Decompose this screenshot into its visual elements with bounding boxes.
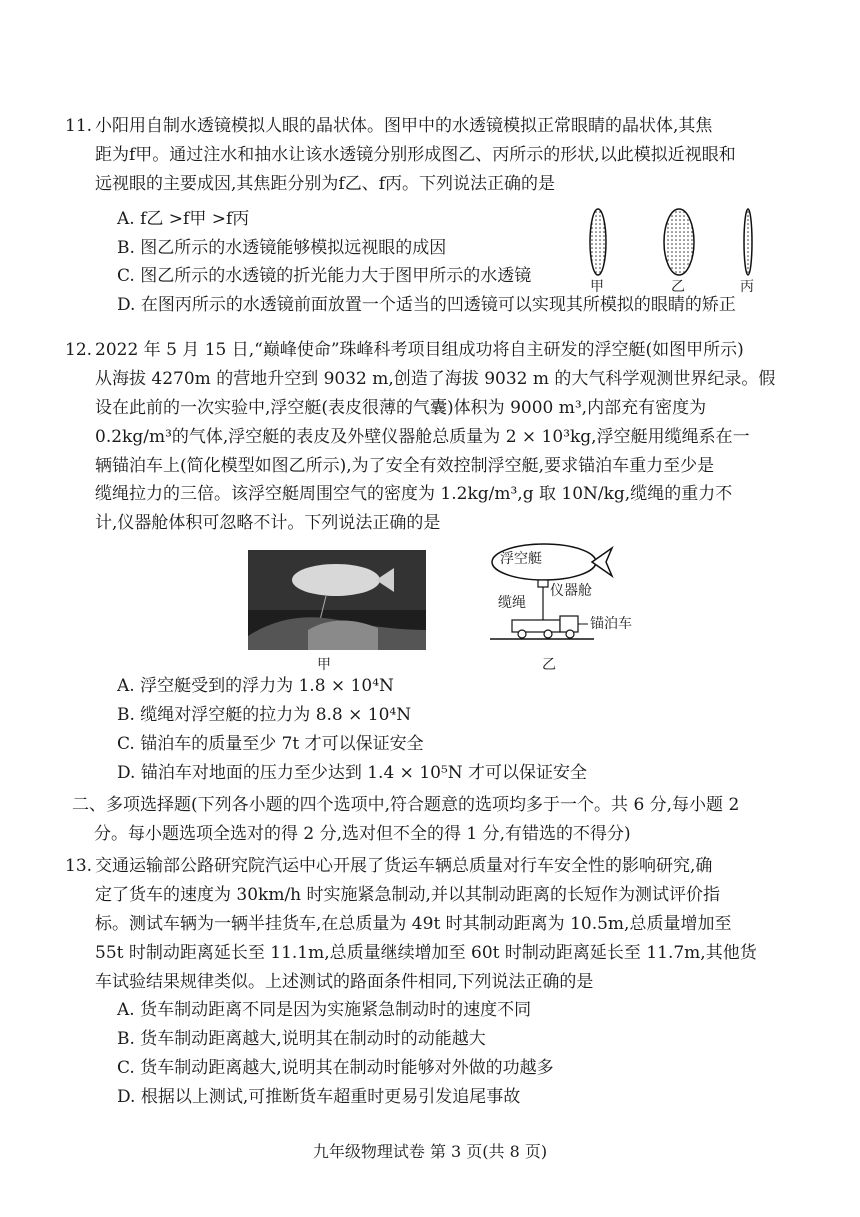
diagram-label-pod: 仪器舱	[550, 583, 592, 599]
question-number: 12.	[65, 340, 93, 360]
question-text-line: 2022 年 5 月 15 日,“巅峰使命”珠峰科考项目组成功将自主研发的浮空艇(如图甲所示)	[95, 340, 744, 360]
airship-diagram	[484, 540, 644, 650]
page-footer: 九年级物理试卷 第 3 页(共 8 页)	[312, 1142, 548, 1161]
option-d: D. 在图丙所示的水透镜前面放置一个适当的凹透镜可以实现其所模拟的眼睛的矫正	[117, 295, 736, 316]
question-text-line: 设在此前的一次实验中,浮空艇(表皮很薄的气囊)体积为 9000 m³,内部充有密度为	[95, 397, 707, 418]
lens-jia	[590, 209, 606, 275]
question-12-options	[95, 672, 785, 788]
question-text-line: 从海拔 4270m 的营地升空到 9032 m,创造了海拔 9032 m 的大气科学观测世界纪录。假	[95, 368, 776, 389]
lens-figure	[582, 206, 772, 296]
question-text-line: 距为f甲。通过注水和抽水让该水透镜分别形成图乙、丙所示的形状,以此模拟近视眼和	[95, 144, 736, 165]
question-13	[65, 852, 785, 1112]
question-text-line: 缆绳拉力的三倍。该浮空艇周围空气的密度为 1.2kg/m³,g 取 10N/kg,缆绳的重力不	[95, 484, 733, 505]
question-text-line: 55t 时制动距离延长至 11.1m,总质量继续增加至 60t 时制动距离延长至 11.7m,其他货	[95, 942, 757, 963]
diagram-label-airship: 浮空艇	[500, 551, 542, 567]
photo-caption: 甲	[317, 657, 331, 673]
diagram-caption: 乙	[542, 657, 556, 673]
lens-bing	[744, 209, 752, 275]
question-text-line: 远视眼的主要成因,其焦距分别为f乙、f丙。下列说法正确的是	[95, 173, 555, 194]
section-text-line: 分。每小题选项全选对的得 2 分,选对但不全的得 1 分,有错选的不得分)	[94, 823, 631, 844]
option-a: A. f乙 >f甲 >f丙	[117, 208, 250, 229]
question-text-line: 车试验结果规律类似。上述测试的路面条件相同,下列说法正确的是	[95, 971, 594, 992]
diagram-label-truck: 锚泊车	[590, 616, 632, 632]
question-text-line: 0.2kg/m³的气体,浮空艇的表皮及外壁仪器舱总质量为 2 × 10³kg,浮空艇用缆绳系在一	[95, 426, 750, 447]
question-text-line: 交通运输部公路研究院汽运中心开展了货运车辆总质量对行车安全性的影响研究,确	[95, 856, 713, 876]
option-c: C. 图乙所示的水透镜的折光能力大于图甲所示的水透镜	[117, 266, 532, 287]
option-b: B. 图乙所示的水透镜能够模拟远视眼的成因	[117, 237, 447, 258]
option-c: C. 锚泊车的质量至少 7t 才可以保证安全	[117, 733, 424, 754]
question-text-line: 计,仪器舱体积可忽略不计。下列说法正确的是	[95, 513, 441, 534]
option-d: D. 根据以上测试,可推断货车超重时更易引发追尾事故	[117, 1087, 521, 1108]
question-text-line: 标。测试车辆为一辆半挂货车,在总质量为 49t 时其制动距离为 10.5m,总质量增加至	[95, 913, 732, 934]
lens-yi	[664, 209, 694, 275]
question-text-line: 辆锚泊车上(简化模型如图乙所示),为了安全有效控制浮空艇,要求锚泊车重力至少是	[95, 455, 715, 476]
question-text-line: 定了货车的速度为 30km/h 时实施紧急制动,并以其制动距离的长短作为测试评价指	[95, 884, 720, 905]
question-number: 13.	[65, 856, 93, 876]
lens-label-yi: 乙	[671, 279, 685, 295]
section-text-line: 二、多项选择题(下列各小题的四个选项中,符合题意的选项均多于一个。共 6 分,每小题 2	[72, 795, 740, 815]
option-d: D. 锚泊车对地面的压力至少达到 1.4 × 10⁵N 才可以保证安全	[117, 762, 588, 783]
question-text-line: 小阳用自制水透镜模拟人眼的晶状体。图甲中的水透镜模拟正常眼睛的晶状体,其焦	[95, 116, 713, 136]
option-c: C. 货车制动距离越大,说明其在制动时能够对外做的功越多	[117, 1058, 554, 1079]
option-b: B. 缆绳对浮空艇的拉力为 8.8 × 10⁴N	[117, 704, 412, 725]
question-number: 11.	[65, 116, 93, 136]
airship-photo-drawing	[248, 550, 426, 650]
lens-label-jia: 甲	[590, 279, 604, 295]
question-12	[65, 336, 785, 538]
section-2-header	[72, 791, 792, 849]
option-b: B. 货车制动距离越大,说明其在制动时的动能越大	[117, 1029, 486, 1050]
airship-photo	[248, 550, 426, 650]
diagram-label-cable: 缆绳	[498, 595, 526, 611]
lens-label-bing: 丙	[740, 279, 754, 295]
option-a: A. 浮空艇受到的浮力为 1.8 × 10⁴N	[117, 676, 394, 696]
option-a: A. 货车制动距离不同是因为实施紧急制动时的速度不同	[117, 1000, 532, 1021]
